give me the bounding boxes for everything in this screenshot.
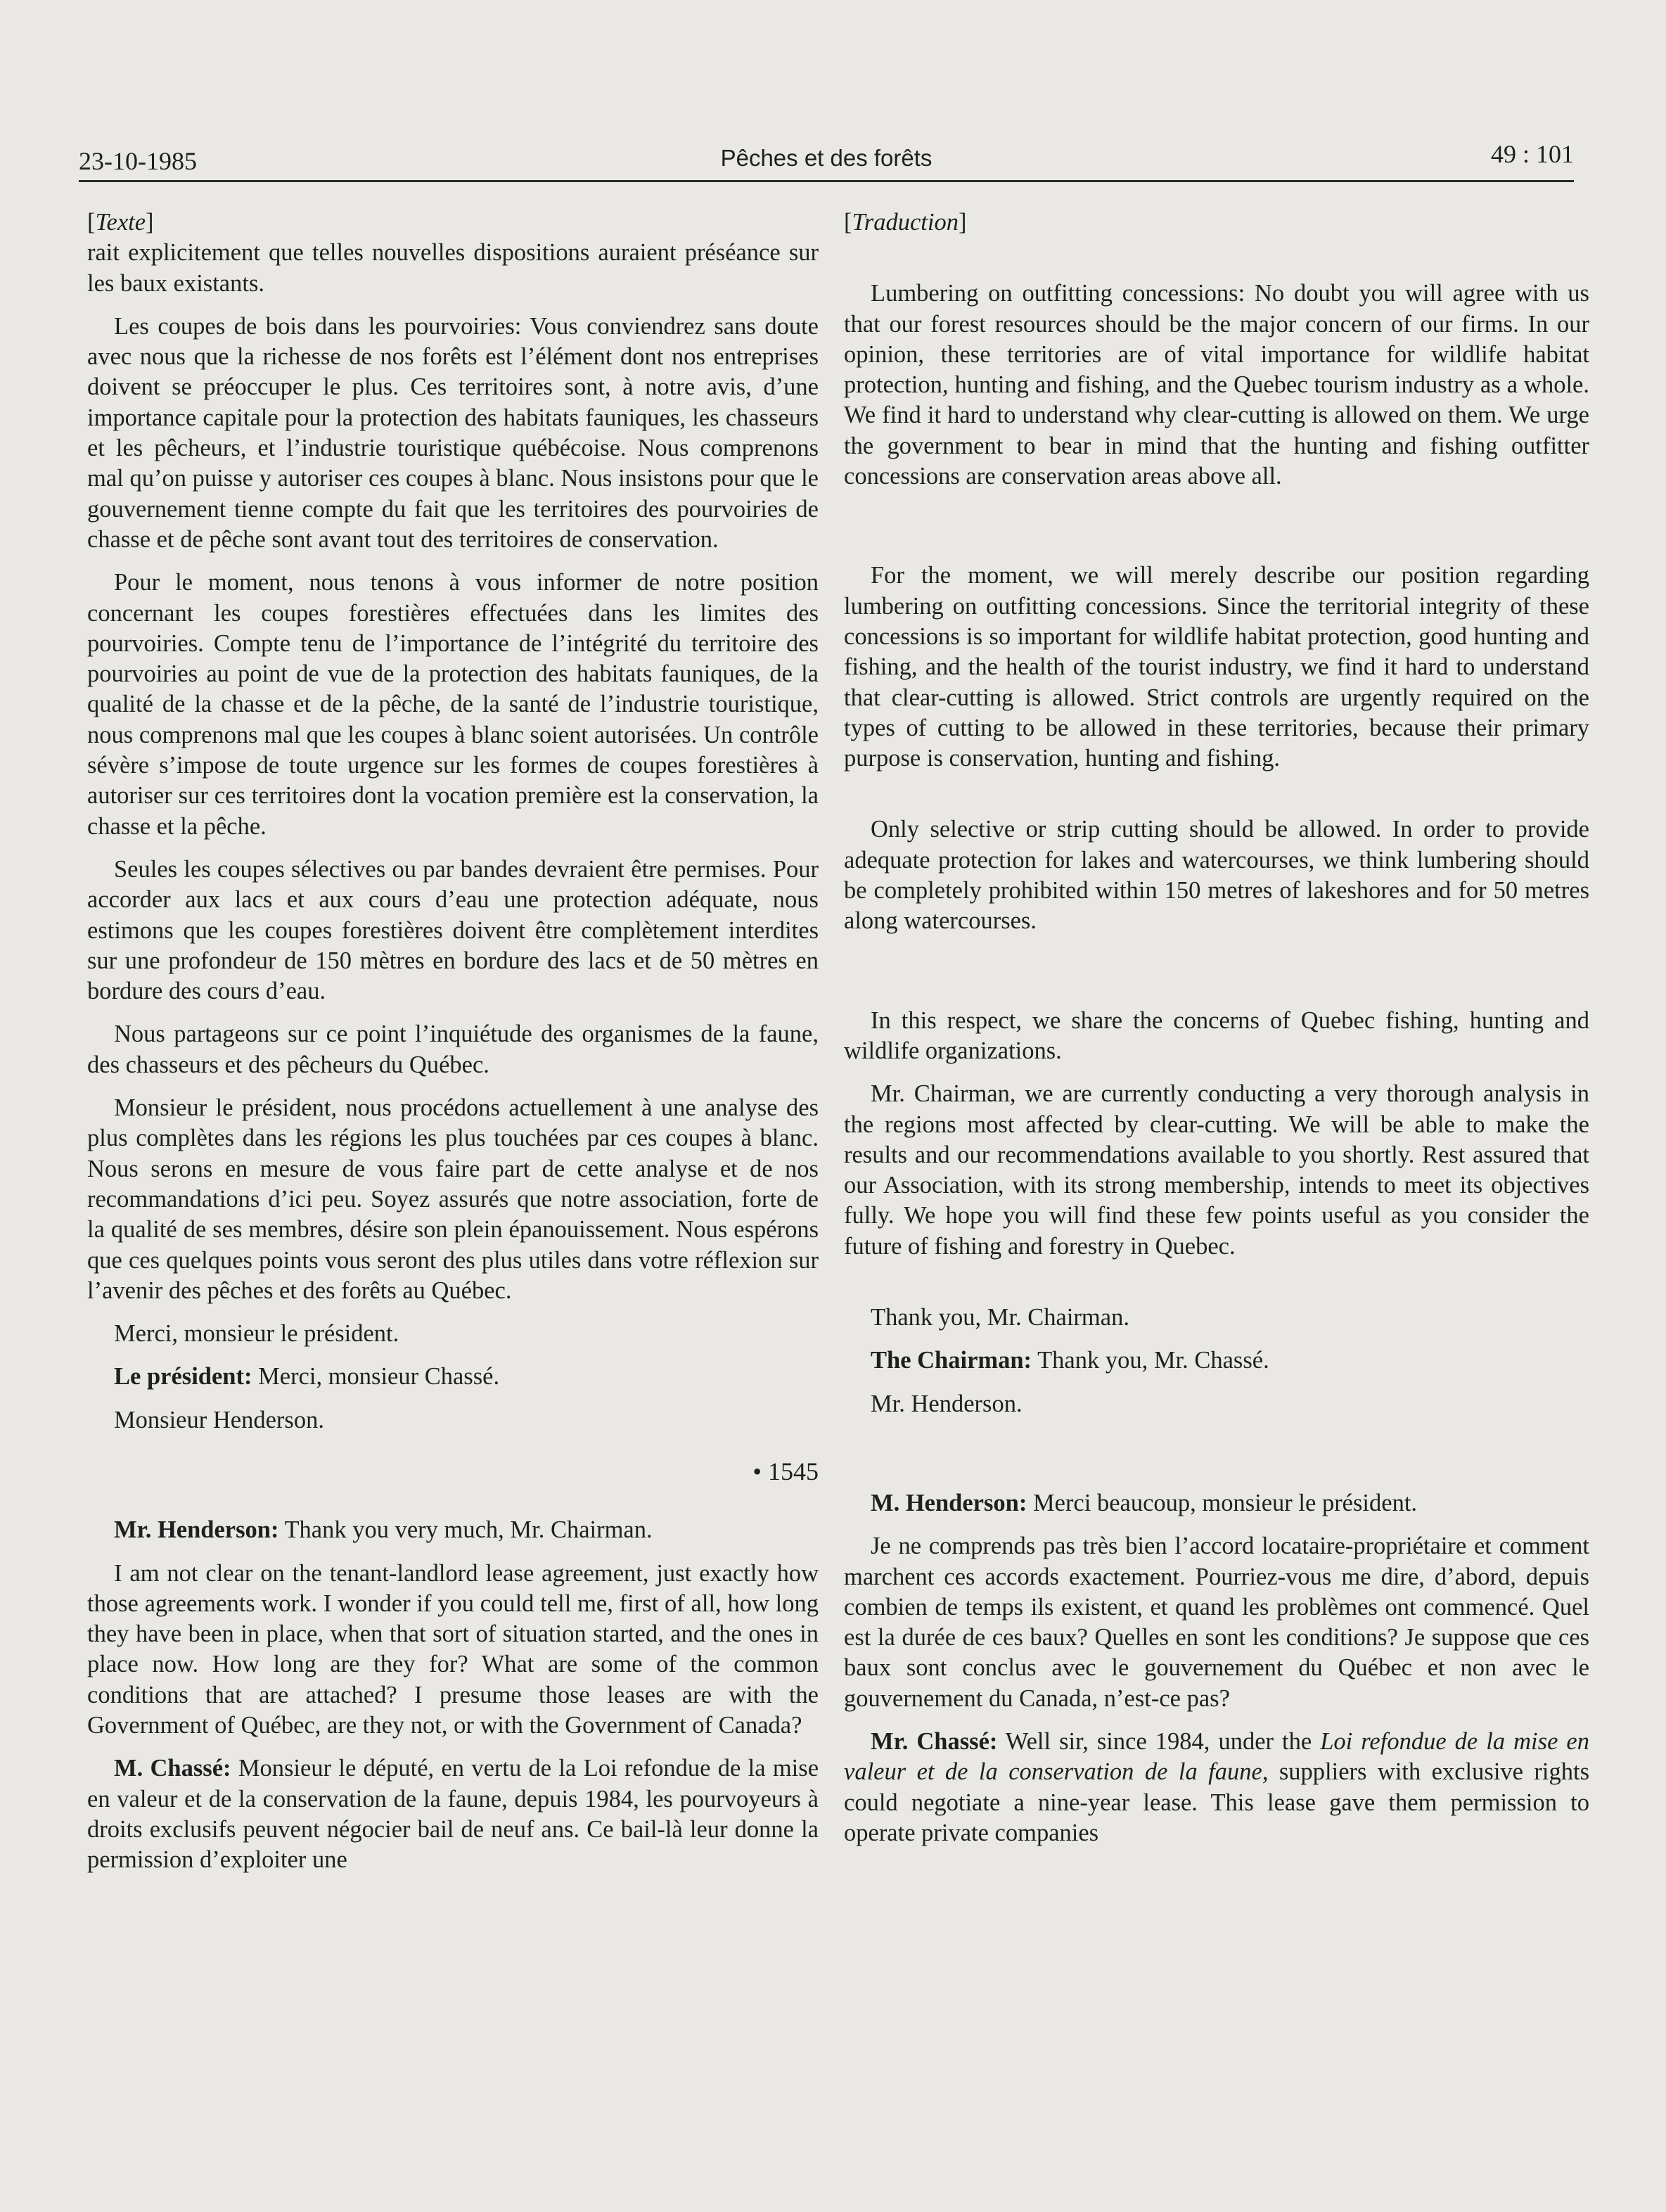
speaker-text: Monsieur le député, en vertu de la Loi refondue de la mise en valeur et de la conservation de la faune, depuis 1984, les pourvoyeurs à droits exclusifs peuvent négocier bail de neuf ans. Ce bail-là leur donne la permission d’exploiter une: [87, 1755, 819, 1874]
spacer: [844, 1432, 1589, 1488]
speaker-paragraph: [87, 1753, 819, 1875]
right-column-english: [844, 207, 1589, 1861]
header-page-number: 49 : 101: [1490, 140, 1574, 168]
paragraph: Merci, monsieur le président.: [114, 1320, 399, 1348]
spacer: [844, 504, 1589, 561]
speaker-name: The Chairman:: [871, 1347, 1032, 1374]
page-header: [79, 131, 1574, 182]
paragraph: Mr. Henderson.: [871, 1390, 1023, 1417]
speaker-name: M. Chassé:: [114, 1755, 231, 1782]
speaker-paragraph: [87, 1362, 819, 1392]
paragraph: I am not clear on the tenant-landlord lease agreement, just exactly how those agreements work. I wonder if you could tell me, first of all, how long they have been in place, when that sort of situation started, and the ones in place now. How long are they for? What are some of the common conditions that are attached? I presume those leases are with the Government of Québec, are they not, or with the Government of Canada?: [87, 1559, 819, 1739]
paragraph: Thank you, Mr. Chairman.: [871, 1304, 1129, 1331]
paragraph: Seules les coupes sélectives ou par bandes devraient être permises. Pour accorder aux lacs et aux cours d’eau une protection adéquate, nous estimons que les coupes forestières doivent être complètement interdites sur une profondeur de 150 mètres en bordure des lacs et de 50 mètres en bordure des cours d’eau.: [87, 855, 819, 1005]
paragraph: Only selective or strip cutting should be allowed. In order to provide adequate protection for lakes and watercourses, we think lumbering should be completely prohibited within 150 metres of lakeshores and for 50 metres along watercourses.: [844, 816, 1589, 935]
paragraph: Je ne comprends pas très bien l’accord locataire-propriétaire et comment marchent ces accords exactement. Pourriez-vous me dire, d’abord, depuis combien de temps ils existent, et quand les problèmes ont commencé. Quel est la durée de ces baux? Quelles en sont les conditions? Je suppose que ces baux sont conclus avec le gouvernement du Québec et non avec le gouvernement du Canada, n’est-ce pas?: [844, 1533, 1589, 1712]
speaker-text: Thank you very much, Mr. Chairman.: [278, 1516, 653, 1544]
section-tag: [Texte]: [87, 209, 154, 236]
speaker-name: Le président:: [114, 1363, 252, 1391]
paragraph: Mr. Chairman, we are currently conducting a very thorough analysis in the regions most affected by clear-cutting. We will be able to make the results and our recommendations available to you shortly. Rest assured that our Association, with its strong membership, intends to meet its objectives fully. We hope you will find these few points useful as you consider the future of fishing and forestry in Quebec.: [844, 1080, 1589, 1260]
paragraph: Pour le moment, nous tenons à vous informer de notre position concernant les coupes forestières effectuées dans les limites des pourvoiries. Compte tenu de l’importance de l’intégrité du territoire des pourvoiries au point de vue de la protection des habitats fauniques, de la qualité de la chasse et de la pêche, de la santé de l’industrie touristique, nous comprenons mal que les coupes à blanc soient autorisées. Un contrôle sévère s’impose de toute urgence sur les formes de coupes forestières à autoriser sur ces territoires dont la vocation première est la conservation, la chasse et la pêche.: [87, 569, 819, 840]
header-title: Pêches et des forêts: [720, 145, 933, 171]
paragraph: Monsieur Henderson.: [114, 1406, 324, 1433]
paragraph: For the moment, we will merely describe our position regarding lumbering on outfitting concessions. Since the territorial integrity of these concessions is so important for wildlife habitat protection, good hunting and fishing, and the health of the tourist industry, we find it hard to understand that clear-cutting is allowed. Strict controls are urgently required on the types of cutting to be allowed in these territories, because their primary purpose is conservation, hunting and fishing.: [844, 562, 1589, 772]
speaker-paragraph: [844, 1488, 1589, 1519]
time-marker: • 1545: [752, 1457, 819, 1485]
speaker-paragraph: [844, 1727, 1589, 1848]
paragraph: Nous partageons sur ce point l’inquiétude des organismes de la faune, des chasseurs et des pêcheurs du Québec.: [87, 1021, 819, 1078]
speaker-paragraph: [844, 1345, 1589, 1376]
paragraph: Lumbering on outfitting concessions: No doubt you will agree with us that our forest resources should be the major concern of our firms. In our opinion, these territories are of vital importance for wildlife habitat protection, hunting and fishing, and the Quebec tourism industry as a whole. We find it hard to understand why clear-cutting is allowed on them. We urge the government to bear in mind that the hunting and fishing outfitter concessions are conservation areas above all.: [844, 280, 1589, 490]
speaker-text: Merci beaucoup, monsieur le président.: [1027, 1489, 1418, 1516]
section-tag-label: Texte: [95, 209, 146, 236]
spacer: [844, 250, 1589, 279]
speaker-name: Mr. Henderson:: [114, 1516, 279, 1544]
speaker-text: Thank you, Mr. Chassé.: [1032, 1347, 1269, 1374]
speaker-text: , suppliers with exclusive rights could negotiate a nine-year lease. This lease gave them permission to operate private companies: [844, 1758, 1589, 1846]
speaker-paragraph: [87, 1515, 819, 1545]
spacer: [844, 950, 1589, 1006]
speaker-text: Merci, monsieur Chassé.: [252, 1363, 500, 1391]
paragraph: Les coupes de bois dans les pourvoiries: Vous conviendrez sans doute avec nous que la richesse de nos forêts est l’élément dont nos entreprises doivent se préoccuper le plus. Ces territoires sont, à notre avis, d’une importance capitale pour la protection des habitats fauniques, les chasseurs et les pêcheurs, et l’industrie touristique québécoise. Nous comprenons mal qu’on puisse y autoriser ces coupes à blanc. Nous insistons pour que le gouvernement tienne compte du fait que les territoires des pourvoiries de chasse et de pêche sont avant tout des territoires de conservation.: [87, 312, 819, 553]
section-tag-label: Traduction: [852, 209, 959, 236]
left-column-french: [87, 207, 819, 1888]
speaker-name: Mr. Chassé:: [871, 1727, 998, 1755]
paragraph: In this respect, we share the concerns of Quebec fishing, hunting and wildlife organizations.: [844, 1006, 1589, 1064]
header-date: 23-10-1985: [79, 147, 197, 175]
paragraph: Monsieur le président, nous procédons actuellement à une analyse des plus complètes dans les régions les plus touchées par ces coupes à blanc. Nous serons en mesure de vous faire part de cette analyse et de nos recommandations d’ici peu. Soyez assurés que notre association, forte de la qualité de ses membres, désire son plein épanouissement. Nous espérons que ces quelques points vous seront des plus utiles dans votre réflexion sur l’avenir des pêches et des forêts au Québec.: [87, 1094, 819, 1304]
section-tag: [Traduction]: [844, 209, 967, 236]
spacer: [844, 786, 1589, 814]
law-title: Loi refondue de la mise en valeur et de la conservation de la faune: [844, 1727, 1589, 1786]
speaker-name: M. Henderson:: [871, 1489, 1027, 1516]
spacer: [844, 1274, 1589, 1303]
paragraph: rait explicitement que telles nouvelles dispositions auraient préséance sur les baux existants.: [87, 239, 819, 297]
speaker-text: Well sir, since 1984, under the: [997, 1727, 1321, 1755]
